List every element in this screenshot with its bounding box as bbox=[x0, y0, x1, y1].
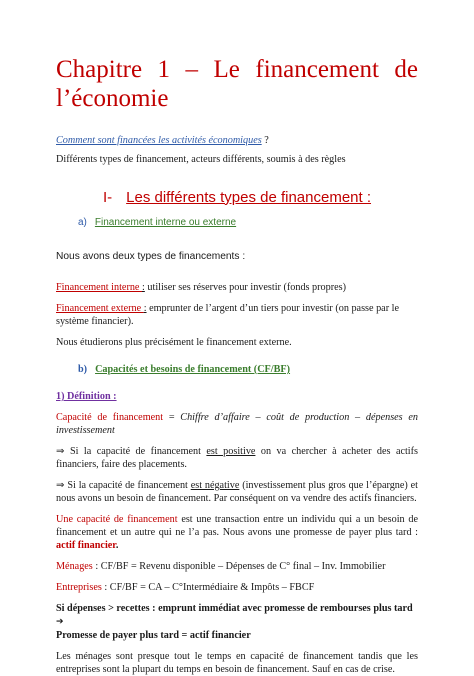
menages-formula bbox=[56, 560, 418, 573]
rule-text bbox=[56, 602, 418, 642]
guiding-question bbox=[56, 134, 418, 147]
subheading-b-letter: b) bbox=[78, 363, 88, 375]
actif-financier: actif financier bbox=[56, 540, 116, 552]
entreprises-text: : CF/BF = CA – C°Intermédiaire & Impôts – FBCF bbox=[101, 582, 315, 594]
subheading-a-text: Financement interne ou externe bbox=[94, 216, 237, 228]
negative-post: (investissement plus gros que l’épargne) et nous avons un besoin de financement. Par conséquent on va vendre des actifs financiers. bbox=[56, 480, 418, 505]
menages-label: Ménages bbox=[56, 561, 93, 573]
negative-pre: ⇒ Si la capacité de financement bbox=[56, 480, 191, 492]
capacity-label: Capacité de financement bbox=[56, 411, 164, 423]
section-title: Les différents types de financement : bbox=[126, 188, 372, 206]
section-number: I- bbox=[102, 188, 113, 206]
transaction-label: Une capacité de financement bbox=[56, 514, 178, 526]
capacity-formula: Chiffre d’affaire – coût de production – dépenses en investissement bbox=[56, 411, 418, 436]
question-mark: ? bbox=[261, 134, 269, 146]
subheading-a bbox=[78, 217, 418, 230]
positive-underlined: est positive bbox=[206, 446, 256, 457]
negative-case bbox=[56, 479, 418, 505]
study-text: Nous étudierons plus précisément le financement externe. bbox=[56, 336, 292, 348]
positive-pre: ⇒ Si la capacité de financement bbox=[56, 446, 207, 457]
transaction-body: est une transaction entre un individu qui a un besoin de financement et un autre qui ne l’a pas. Nous avons une promesse de payer plus tard : bbox=[56, 514, 419, 539]
internal-colon: : bbox=[142, 281, 145, 293]
transaction-dot: . bbox=[115, 540, 119, 552]
capacity-definition bbox=[56, 411, 418, 437]
right-arrow-icon: ➔ bbox=[56, 617, 64, 628]
entreprises-label: Entreprises bbox=[56, 582, 102, 594]
rule-line: Si dépenses > recettes : emprunt immédiat avec promesse de rembourses plus tard bbox=[56, 603, 413, 615]
subheading-b-text: Capacités et besoins de financement (CF/BF) bbox=[95, 363, 291, 375]
section-heading-1 bbox=[56, 188, 418, 207]
positive-case bbox=[56, 445, 418, 471]
subheading-b bbox=[78, 363, 418, 376]
external-financing bbox=[56, 302, 418, 328]
definition-heading: 1) Définition : bbox=[56, 390, 117, 402]
two-types-text: Nous avons deux types de financements : bbox=[56, 250, 246, 262]
external-text: emprunter de l’argent d’un tiers pour investir (on passe par le système financier). bbox=[56, 302, 399, 327]
question-link[interactable]: Comment sont financées les activités économiques bbox=[56, 134, 262, 146]
capacity-eq: = bbox=[163, 411, 181, 423]
positive-post: on va chercher à acheter des actifs financiers, faire des placements. bbox=[56, 446, 418, 471]
internal-financing bbox=[56, 281, 418, 294]
external-label: Financement externe bbox=[56, 302, 144, 314]
chapter-title bbox=[56, 56, 418, 114]
entreprises-formula bbox=[56, 581, 418, 594]
external-colon: : bbox=[143, 302, 147, 314]
negative-underlined: est négative bbox=[190, 480, 240, 492]
intro-text: Différents types de financement, acteurs différents, soumis à des règles bbox=[56, 153, 346, 165]
internal-label: Financement interne bbox=[56, 281, 142, 293]
menages-text: : CF/BF = Revenu disponible – Dépenses de C° final – Inv. Immobilier bbox=[92, 561, 386, 573]
chapter-title-line2: l’économie bbox=[56, 84, 169, 112]
internal-text: utiliser ses réserves pour investir (fonds propres) bbox=[144, 281, 346, 293]
chapter-title-line1: Chapitre 1 – Le financement de bbox=[56, 56, 418, 83]
conclusion-text: Les ménages sont presque tout le temps en capacité de financement tandis que les entreprises sont la plupart du temps en besoin de financement. Sauf en cas de crise. bbox=[56, 651, 418, 676]
rule-line2: Promesse de payer plus tard = actif financier bbox=[56, 629, 251, 641]
transaction-text bbox=[56, 513, 418, 552]
subheading-a-letter: a) bbox=[78, 216, 87, 228]
